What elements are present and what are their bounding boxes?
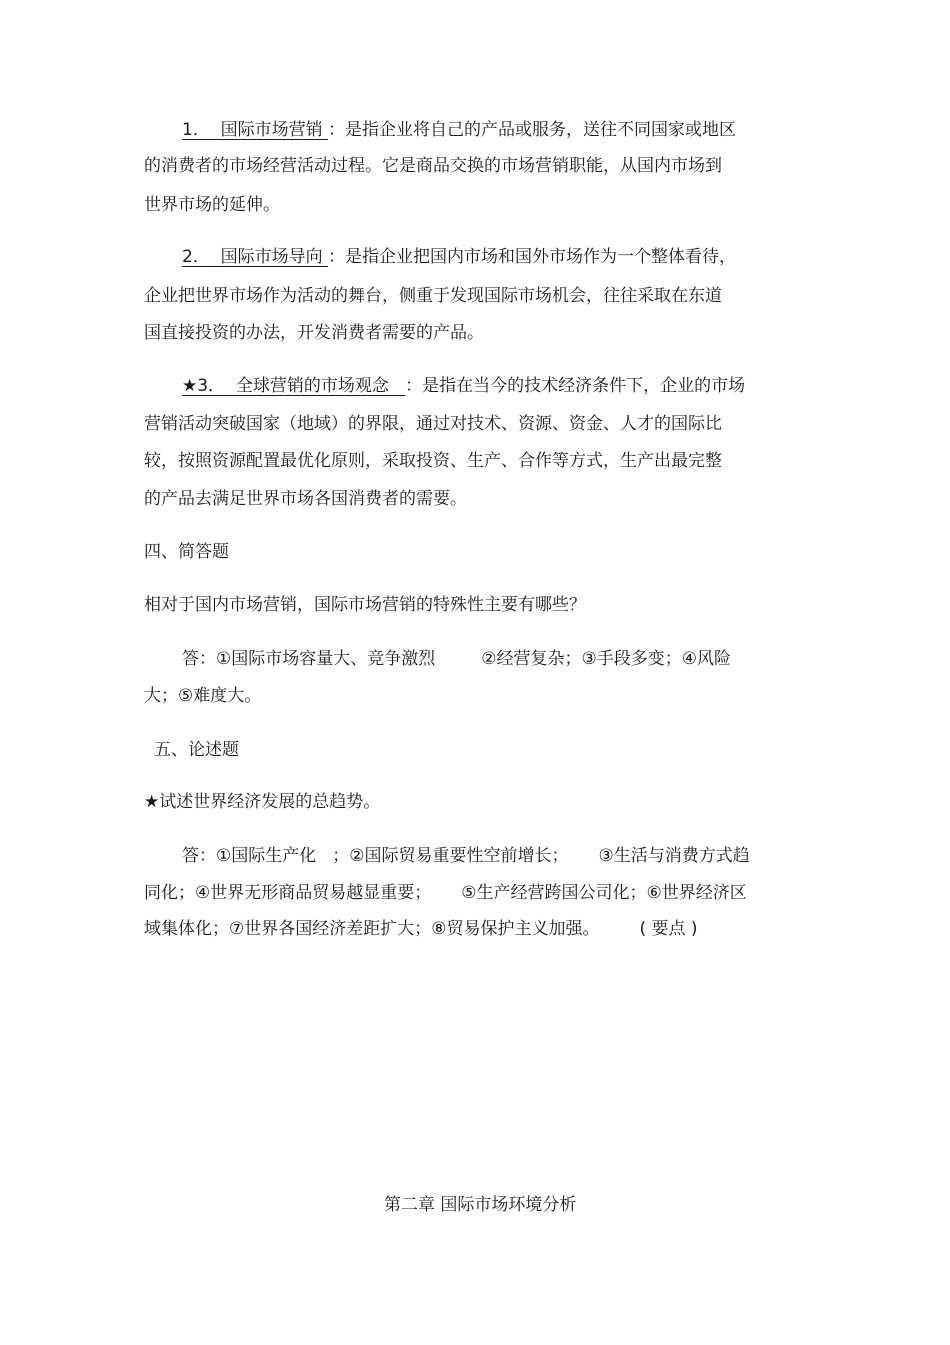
- definition-3-term: ★3． 全球营销的市场观念: [182, 376, 389, 396]
- definition-1-line-2: 的消费者的市场经营活动过程。它是商品交换的市场营销职能，从国内市场到: [144, 156, 722, 176]
- definition-3-line-3: 较，按照资源配置最优化原则，采取投资、生产、合作等方式，生产出最完整: [144, 451, 722, 471]
- section-5-question: ★试述世界经济发展的总趋势。: [144, 792, 381, 812]
- section-5-answer-line-2: 同化；④世界无形商品贸易越显重要； ⑤生产经营跨国公司化；⑥世界经济区: [144, 883, 747, 903]
- definition-1-line-3: 世界市场的延伸。: [144, 195, 280, 215]
- chapter-title: 第二章 国际市场环境分析: [384, 1195, 577, 1215]
- definition-3-line-2: 营销活动突破国家（地域）的界限，通过对技术、资源、资金、人才的国际比: [144, 414, 722, 434]
- section-5-answer-line-3: 域集体化；⑦世界各国经济差距扩大；⑧贸易保护主义加强。 ( 要点 ): [144, 919, 698, 939]
- section-4-heading: 四、简答题: [144, 542, 229, 562]
- definition-2-line-2: 企业把世界市场作为活动的舞台，侧重于发现国际市场机会，往往采取在东道: [144, 286, 722, 306]
- definition-3-line-1: ★3． 全球营销的市场观念 ：是指在当今的技术经济条件下，企业的市场: [182, 376, 746, 396]
- definition-2-line-1: 2． 国际市场导向 ：是指企业把国内市场和国外市场作为一个整体看待，: [182, 247, 737, 267]
- section-5-heading: 五、论述题: [154, 740, 239, 760]
- section-4-answer-line-1: 答：①国际市场容量大、竞争激烈 ②经营复杂；③手段多变；④风险: [182, 649, 731, 669]
- section-4-question: 相对于国内市场营销，国际市场营销的特殊性主要有哪些？: [144, 595, 586, 615]
- definition-2-term: 2． 国际市场导向: [182, 247, 323, 267]
- definition-2-line-3: 国直接投资的办法，开发消费者需要的产品。: [144, 323, 484, 343]
- definition-1-line-1: 1． 国际市场营销 ：是指企业将自己的产品或服务，送往不同国家或地区: [182, 120, 737, 140]
- section-5-answer-line-1: 答：①国际生产化 ；②国际贸易重要性空前增长； ③生活与消费方式趋: [182, 846, 750, 866]
- section-4-answer-line-2: 大；⑤难度大。: [144, 686, 262, 706]
- definition-3-line-4: 的产品去满足世界市场各国消费者的需要。: [144, 489, 467, 509]
- definition-1-term: 1． 国际市场营销: [182, 120, 323, 140]
